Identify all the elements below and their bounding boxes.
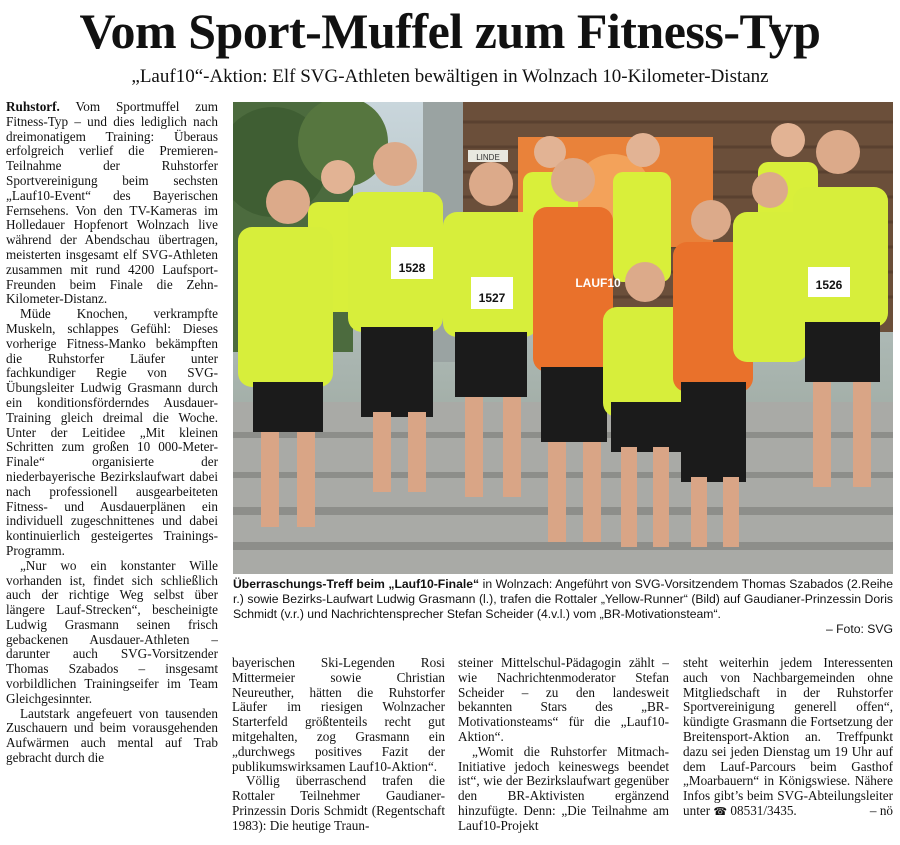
article-paragraph: bayerischen Ski-Legenden Rosi Mittermeier sowie Christian Neureuther, hätten die Ruhstorfer Läufer im riesigen Wolnzacher Starterfeld größtenteils recht gut mitgehalten, zog Grasmann ein „durchwegs positives Fazit der publikumswirksamen Lauf10-Aktion“. (232, 656, 445, 774)
paragraph-text: Vom Sportmuffel zum Fitness-Typ – und dies lediglich nach dreimonatigem Training: Überaus erfolgreich verlief die Premieren-Teilnahme der Ruhstorfer Sportvereinigung beim sechsten „Lauf10-Event“ des Bayerischen Fernsehens. Von den TV-Kameras im Holledauer Hopfenort Wolnzach live während der Abendschau übertragen, meisterten insgesamt elf SVG-Athleten zusammen mit rund 4200 Laufsport-Freunden beim Finale die Zehn-Kilometer-Distanz. (6, 100, 218, 307)
photo-illustration (233, 102, 893, 574)
paragraph-text: steht weiterhin jedem Interessenten auch von Nachbargemeinden ohne Mitgliedschaft in der Ruhstorfer Sportvereinigung generell offen“, kündigte Grasmann die Fortsetzung der Breitensport-Aktion an. Treffpunkt dazu sei jeden Dienstag um 19 Uhr auf dem Lauf-Parcours beim Gasthof „Moarbauern“ in Königswiese. Nähere Infos gibt’s beim SVG-Abteilungsleiter unter (683, 656, 893, 818)
dateline-place: Ruhstorf. (6, 100, 60, 114)
article-paragraph (683, 656, 893, 820)
bib-number: 1526 (815, 278, 843, 292)
team-photo (233, 102, 893, 574)
caption-lead: Überraschungs-Treff beim „Lauf10-Finale“ (233, 577, 480, 591)
article-paragraph: „Nur wo ein konstanter Wille vorhanden ist, findet sich schließlich auch der richtige Weg selbst über längere Lauf-Strecken“, bescheinigte Ludwig Grasmann seinen frisch gebackenen Ausdauer-Athleten – darunter auch SVG-Vorsitzender Thomas Szabados – insgesamt vorbildlichen Trainingseifer im Team Gleichgesinnter. (6, 557, 218, 706)
article-column-4 (683, 656, 893, 844)
photo-caption (233, 577, 893, 637)
article-paragraph: Völlig überraschend trafen die Rottaler Teilnehmer Gaudianer-Prinzessin Doris Schmidt (Regentschaft 1983): Die heutige Traun- (232, 773, 445, 833)
caption-text: in Wolnzach: Angeführt von SVG-Vorsitzendem Thomas Szabados (2.Reihe r.) sowie Bezirks-Laufwart Ludwig Grasmann (l.), trafen die Rottaler „Yellow-Runner“ (Bild) auf Gaudianer-Prinzessin Doris Schmidt (v.r.) und Nachrichtensprecher Stefan Scheider (4.v.l.) vom „BR-Motivationsteam“. (233, 577, 893, 621)
article-paragraph: „Womit die Ruhstorfer Mitmach-Initiative jedoch keineswegs beendet ist“, wie der Bezirkslaufwart gegenüber den BR-Aktivisten ergänzend hinzufügte. Denn: „Die Teilnahme am Lauf10-Projekt (458, 743, 669, 833)
bib-number: 1528 (398, 261, 426, 275)
article-paragraph: steiner Mittelschul-Pädagogin zählt – wie Nachrichtenmoderator Stefan Scheider – zu den landesweit bekannten Stars des „BR-Motivationsteams“ für die „Lauf10-Aktion“. (458, 656, 669, 744)
photo-credit: – Foto: SVG (825, 622, 893, 636)
phone-icon: ☎ (713, 805, 728, 818)
headline: Vom Sport-Muffel zum Fitness-Typ (79, 3, 821, 59)
article-column-1 (6, 100, 218, 842)
article-paragraph (6, 100, 218, 307)
bib-number: 1527 (478, 291, 506, 305)
author-signature: – nö (869, 802, 893, 818)
shirt-print: LAUF10 (575, 276, 621, 290)
subheadline: „Lauf10“-Aktion: Elf SVG-Athleten bewältigen in Wolnzach 10-Kilometer-Distanz (131, 66, 769, 87)
phone-number: 08531/3435. (730, 802, 797, 818)
article-paragraph: Lautstark angefeuert von tausenden Zuschauern und beim vorausgehenden Aufwärmen auch mental auf Trab gebracht durch die (6, 705, 218, 766)
building-sign: LINDE (476, 153, 500, 162)
article-paragraph: Müde Knochen, verkrampfte Muskeln, schlappes Gefühl: Dieses vorherige Fitness-Manko bekämpften die Ruhstorfer Läufer unter fachkundiger Regie von SVG-Übungsleiter Ludwig Grasmann durch ein konditionsförderndes Ausdauer-Training gleich dreimal die Woche. Unter der Leitidee „Mit kleinen Schritten zum großen 10 000-Meter-Finale“ organisierte der niederbayerische Bezirkslaufwart dabei nach professionell ausgearbeiteten Fitness- und Ausdauerplänen ein individuell zugeschnittenes und dabei kontinuierlich gesteigertes Trainings-Programm. (6, 306, 218, 558)
article-column-3 (458, 656, 669, 844)
article-column-2 (232, 656, 445, 844)
